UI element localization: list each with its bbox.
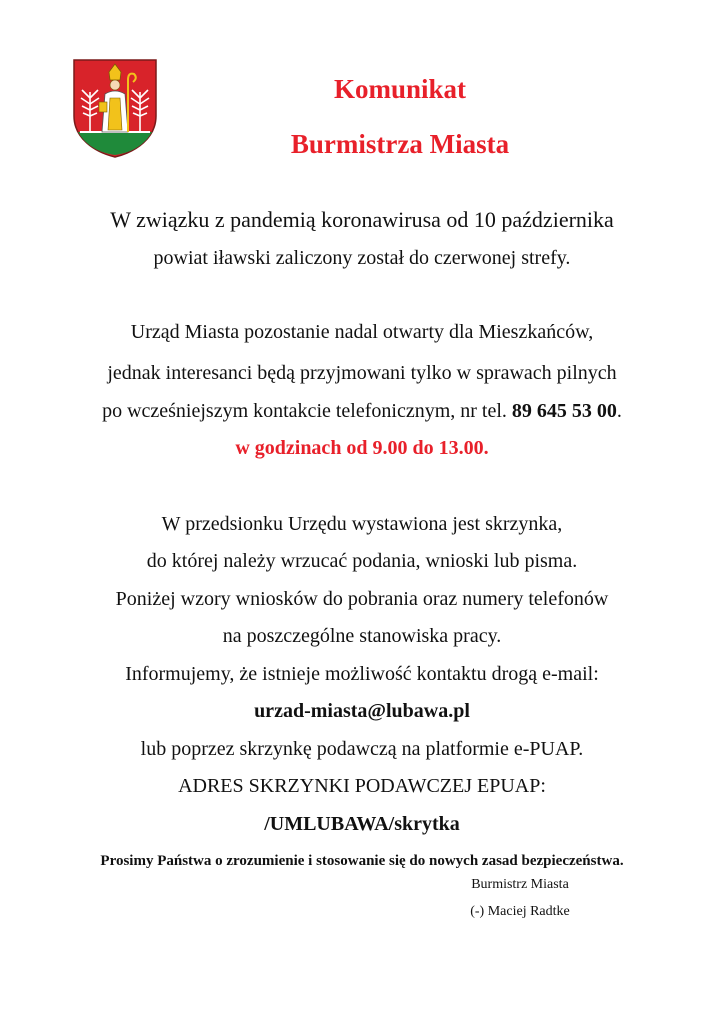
paragraph-line: Urząd Miasta pozostanie nadal otwarty dla Mieszkańców,: [130, 321, 594, 343]
page-title: Komunikat: [333, 74, 467, 104]
punctuation: .: [616, 400, 622, 422]
closing-request: Prosimy Państwa o zrozumienie i stosowanie się do nowych zasad bezpieczeństwa.: [100, 853, 624, 869]
signature-role: Burmistrz Miasta: [471, 877, 569, 892]
coat-of-arms-icon: [72, 58, 158, 158]
paragraph-text: po wcześniejszym kontakcie telefonicznym, nr tel.: [102, 400, 512, 422]
email-address: urzad-miasta@lubawa.pl: [254, 700, 470, 722]
paragraph-line: jednak interesanci będą przyjmowani tylko w sprawach pilnych: [107, 362, 617, 384]
paragraph-line: Poniżej wzory wniosków do pobrania oraz numery telefonów: [115, 588, 609, 610]
phone-number: 89 645 53 00: [511, 400, 617, 422]
page-subtitle: Burmistrza Miasta: [290, 129, 510, 159]
paragraph-line: W przedsionku Urzędu wystawiona jest skrzynka,: [161, 513, 563, 535]
paragraph-line: do której należy wrzucać podania, wnioski lub pisma.: [146, 550, 578, 572]
epuap-address: /UMLUBAWA/skrytka: [264, 813, 460, 835]
epuap-label: ADRES SKRZYNKI PODAWCZEJ EPUAP:: [178, 775, 546, 797]
paragraph-line: lub poprzez skrzynkę podawczą na platformie e-PUAP.: [140, 738, 584, 760]
paragraph-line: powiat iławski zaliczony został do czerwonej strefy.: [153, 247, 571, 269]
office-hours: w godzinach od 9.00 do 13.00.: [235, 437, 489, 459]
signature-name: (-) Maciej Radtke: [470, 904, 570, 919]
paragraph-line: na poszczególne stanowiska pracy.: [222, 625, 502, 647]
phone-line: [0, 399, 724, 423]
paragraph-line: W związku z pandemią koronawirusa od 10 października: [110, 207, 614, 232]
paragraph-line: Informujemy, że istnieje możliwość kontaktu drogą e-mail:: [125, 663, 599, 685]
